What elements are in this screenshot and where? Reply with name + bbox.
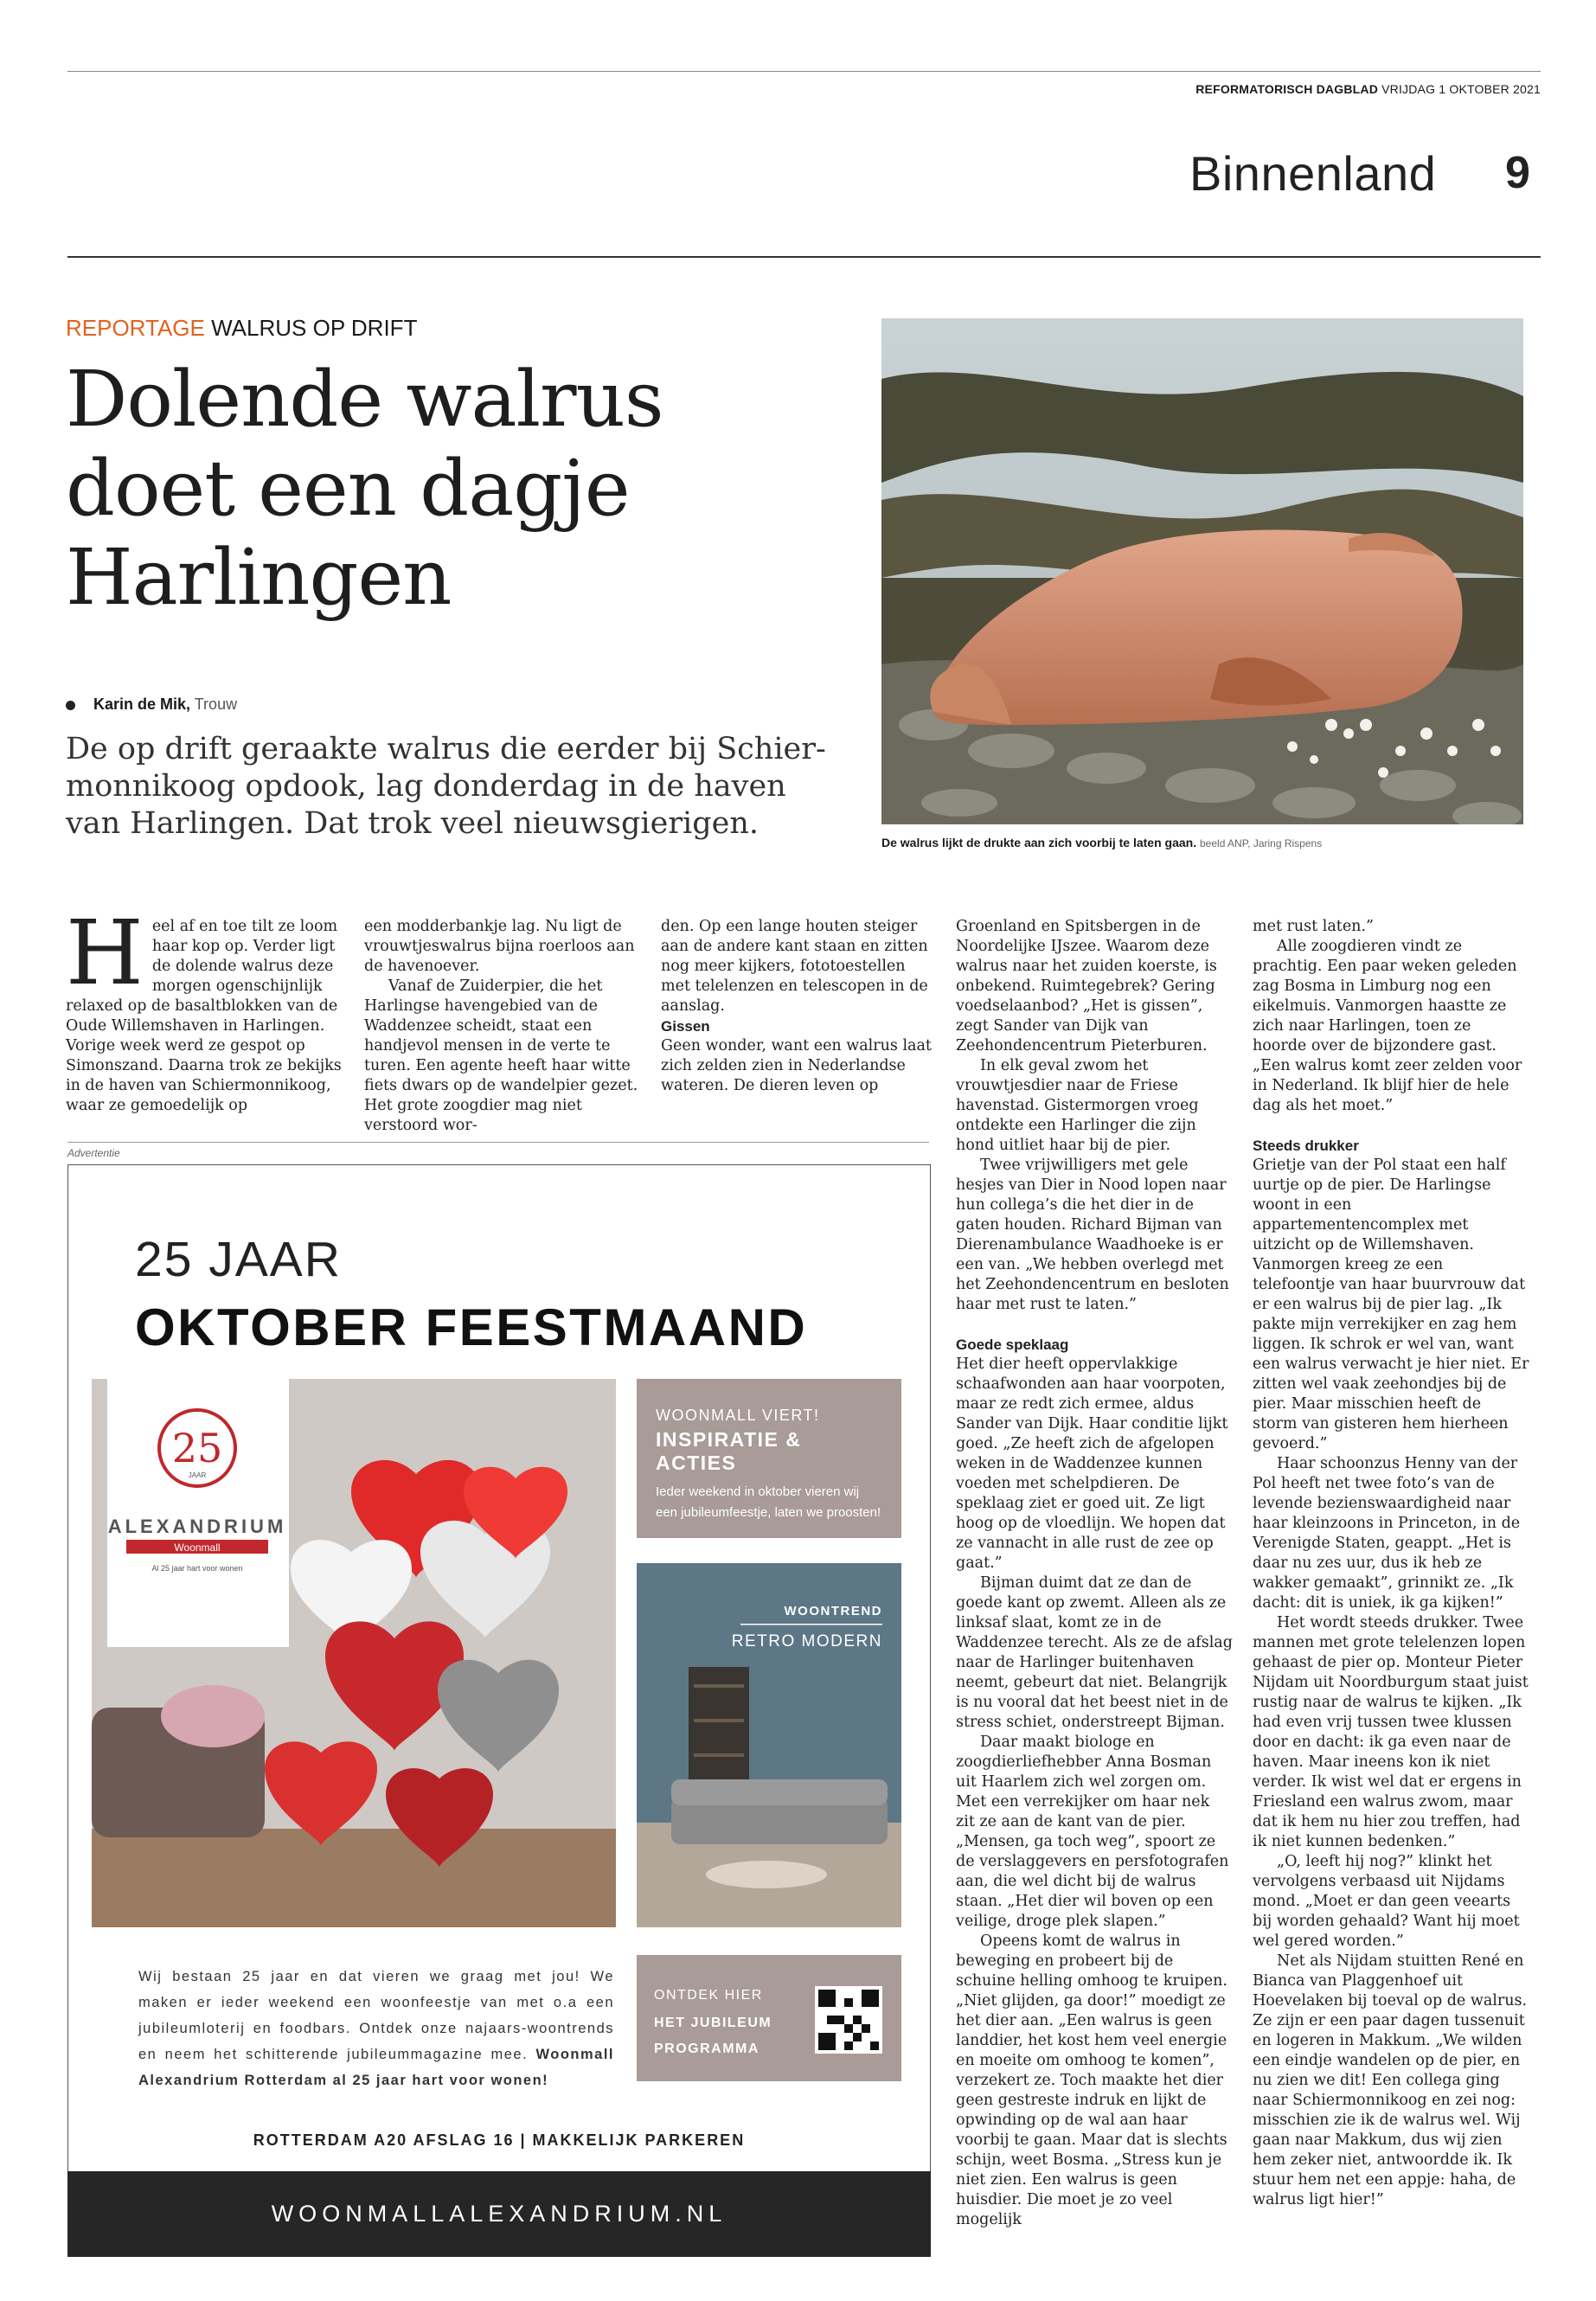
section-title: Binnenland [1189,146,1437,201]
walrus-photo [881,318,1523,824]
article-headline: Dolende walrus doet een dagje Harlingen [66,354,663,622]
article-column-2 [364,917,650,1136]
article-column-3 [661,917,934,1096]
ad-website-link[interactable]: WOONMALLALEXANDRIUM.NL [67,2171,931,2257]
article-kicker [66,315,417,342]
paragraph: Bijman duimt dat ze dan de goede kant op zwemt. Alleen als ze linksaf slaat, komt ze in de Waddenzee terecht. Als ze de afslag naar de Harlinger buitenhaven neemt, gebeurt dat niet. Belangrijk is nu vooral dat het beest niet in de stress schiet, onderstreept Bijman. [956,1574,1233,1731]
paragraph: een modderbankje lag. Nu ligt de vrouwtjeswalrus bijna roerloos aan de havenoever. [364,918,635,975]
paragraph: met rust laten.” [1253,918,1374,935]
byline [66,695,237,714]
kicker-topic: WALRUS OP DRIFT [211,315,418,341]
paragraph: Geen wonder, want een walrus laat zich zelden zien in Nederlandse wateren. De dieren leven op [661,1037,932,1094]
ad-copy-text: Wij bestaan 25 jaar en dat vieren we graag met jou! We maken er ieder weekend een woonfeestje van met o.a een jubileumloterij en foodbars. Ontdek onze najaars-woontrends en neem het schitterende jubileummagazine mee. [138,1969,614,2062]
walrus-illustration [881,318,1523,824]
interior-illustration [637,1563,901,1927]
kicker-label: REPORTAGE [66,315,205,341]
logo-sub: Woonmall [174,1541,221,1554]
balloon-illustration [92,1379,616,1927]
paragraph: Vanaf de Zuiderpier, die het Harlingse havengebied van de Waddenzee scheidt, staat een handjevol mensen in de verte te turen. Een agente heeft haar witte fiets dwars op de wandelpier gezet. Het grote zoogdier mag niet verstoord wor- [364,977,638,1134]
spacer [1253,1116,1529,1136]
page-number: 9 [1505,148,1530,198]
paragraph: eel af en toe tilt ze loom haar kop op. Verder ligt de dolende walrus deze morgen ogenschijnlijk relaxed op de basaltblokken van de Oude Willemshaven in Harlingen. Vorige week werd ze gespot op Simonszand. Daarna trok ze bekijks in de haven van Schiermonnikoog, waar ze gemoedelijk op [66,918,342,1114]
author-name: Karin de Mik, [93,695,191,713]
ad-title-line-1: 25 JAAR [135,1232,342,1287]
qr-code-graphic [818,1990,879,2050]
promo-line-1: WOONMALL VIERT! [656,1407,820,1424]
drop-cap: H [66,901,144,1005]
paragraph: In elk geval zwom het vrouwtjesdier naar de Friese havenstad. Gistermorgen vroeg ontdekte een Harlinger die zijn hond uitliet haar bij de pier. [956,1057,1199,1154]
ad-divider [67,1142,929,1143]
promo-line-2: INSPIRATIE & ACTIES [656,1428,802,1474]
logo-jaar: JAAR [188,1471,207,1479]
ad-interior-photo [637,1563,901,1927]
ad-title-line-2: OKTOBER FEESTMAAND [135,1298,808,1356]
paragraph: den. Op een lange houten steiger aan de andere kant staan en zitten nog meer kijkers, fototoestellen met telelenzen en telescopen in de aanslag. [661,918,928,1015]
logo-number: 25 [171,1425,223,1471]
photo-credit: beeld ANP, Jaring Rispens [1200,837,1323,849]
logo-tagline: Al 25 jaar hart voor wonen [151,1564,243,1573]
author-source: Trouw [194,695,238,713]
paragraph: Het dier heeft oppervlakkige schaafwonden aan haar voorpoten, maar ze redt zich ermee, aldus Sander van Dijk. Haar conditie lijkt goed. „Ze heeft zich de afgelopen weken in de Waddenzee kunnen voeden met schelpdieren. De speklaag ziet er goed uit. Ze ligt hoog op de vloedlijn. We hopen dat ze vannacht in alle rust de zee op gaat.” [956,1356,1228,1572]
paragraph: Groenland en Spitsbergen in de Noordelijke IJszee. Waarom deze walrus naar het zuiden koerste, is onbekend. Ruimtegebrek? Gering voedselaanbod? „Het is gissen”, zegt Sander van Dijk van Zeehondencentrum Pieterburen. [956,918,1217,1054]
article-column-4 [956,917,1233,2230]
paragraph: Opeens komt de walrus in beweging en probeert bij de schuine helling omhoog te kruipen. „Niet glijden, ga door!” moedigt ze het dier aan. „Een walrus is geen landdier, het kost hem veel energie en moeite om omhoog te komen”, verzekert ze. Toch maakte het dier geen gestreste indruk en lijkt de opwinding op de wal aan haar voorbij te gaan. Maar dat is slechts schijn, weet Bosma. „Stress kun je niet zien. Een walrus is geen huisdier. Die moet je zo veel mogelijk [956,1932,1227,2228]
section-rule [67,256,1541,258]
ad-address: ROTTERDAM A20 AFSLAG 16 | MAKKELIJK PARKEREN [253,2131,746,2149]
subheading: Goede speklaag [956,1336,1069,1353]
article-column-5 [1253,917,1529,2210]
paragraph: Haar schoonzus Henny van der Pol heeft net twee foto’s van de levende bezienswaardigheid naar haar kleinzoons in Princeton, in de Verenigde Staten, geappt. „Het is daar nu zes uur, dus ik heb ze wakker gemaakt”, grinnikt ze. „Ik dacht: dit is uniek, ik ga kijken!” [1253,1455,1521,1612]
issue-date: VRIJDAG 1 OKTOBER 2021 [1381,82,1541,96]
ad-promo-box [637,1379,901,1538]
promo-line-3: Ieder weekend in oktober vieren wij een jubileumfeestje, laten we proosten! [656,1484,881,1520]
ad-cta-box[interactable] [637,1955,901,2081]
paragraph: Twee vrijwilligers met gele hesjes van Dier in Nood lopen naar hun collega’s die het dier in de gaten houden. Richard Bijman van Dierenambulance Waadhoeke is er een van. „We hebben overlegd met het Zeehondencentrum en besloten haar met rust te laten.” [956,1157,1229,1313]
ad-balloon-photo [92,1379,616,1927]
article-column-1 [66,901,351,1116]
qr-code-icon[interactable] [815,1986,882,2054]
ad-copy-bold: Woonmall Alexandrium Rotterdam al 25 jaar hart voor wonen! [138,2047,614,2088]
spacer [956,1315,1233,1335]
paragraph: Grietje van der Pol staat een half uurtje op de pier. De Harlingse woont in een appartementencomplex met uitzicht op de Willemshaven. Vanmorgen kreeg ze een telefoontje van haar buurvrouw dat er een walrus bij de pier lag. „Ik pakte mijn verrekijker en zag hem liggen. Ik schrok er wel van, want een walrus verwacht je hier niet. Er zitten wel vaak zeehondjes bij de pier. Maar misschien heeft de storm van gisteren hem hierheen gevoerd.” [1253,1157,1529,1452]
photo-caption [881,836,1539,849]
trend-title: RETRO MODERN [731,1632,882,1650]
trend-label: WOONTREND [784,1604,882,1618]
ad-body-copy [138,1964,614,2093]
caption-text: De walrus lijkt de drukte aan zich voorbij te laten gaan. [881,836,1197,849]
cta-line-2: HET JUBILEUM PROGRAMMA [654,2016,772,2056]
paper-name: REFORMATORISCH DAGBLAD [1195,82,1379,96]
subheading: Steeds drukker [1253,1138,1359,1154]
byline-bullet-icon [66,701,75,710]
ad-label: Advertentie [67,1147,120,1159]
subheading: Gissen [661,1018,710,1035]
masthead-dateline [1195,82,1541,96]
paragraph: Alle zoogdieren vindt ze prachtig. Een paar weken geleden zag Bosma in Limburg nog een eikelmuis. Vanmorgen haastte ze zich naar Harlingen, toen ze hoorde over de bijzondere gast. „Een walrus komt zeer zelden voor in Nederland. Ik blijf hier de hele dag als het moet.” [1253,938,1522,1114]
paragraph: Net als Nijdam stuitten René en Bianca van Plaggenhoef uit Hoevelaken bij toeval op de walrus. Ze zijn er een paar dagen tussenuit en logeren in Makkum. „We wilden een eindje wandelen op de pier, en nu zien we dit! Een collega ging naar Schiermonnikoog en zei nog: misschien zie ik de walrus wel. Wij gaan naar Makkum, dus wij zien hem zeker niet, antwoordde ik. Ik stuur hem net een appje: haha, de walrus ligt hier!” [1253,1952,1528,2208]
logo-name: ALEXANDRIUM [107,1516,287,1537]
paragraph: Het wordt steeds drukker. Twee mannen met grote telelenzen lopen gehaast de pier op. Monteur Pieter Nijdam uit Noordburgum staat juist rustig naar de walrus te kijken. „Ik had even vrij tussen twee klussen door en dacht: ik ga even naar de haven. Maar ineens kon ik niet verder. Ik wist wel dat er ergens in Friesland een walrus zwom, maar dat ik hem nu hier zou treffen, had ik niet kunnen bedenken.” [1253,1614,1529,1850]
paragraph: Daar maakt biologe en zoogdierliefhebber Anna Bosman uit Haarlem zich wel zorgen om. Met een verrekijker om haar nek zit ze aan de kant van de pier. „Mensen, ga toch weg”, spoort ze de verslaggevers en persfotografen aan, die wel dicht bij de walrus staan. „Het dier wil boven op een veilige, droge plek slapen.” [956,1734,1229,1930]
article-intro: De op drift geraakte walrus die eerder bij Schier-monnikoog opdook, lag donderdag in de haven van Harlingen. Dat trok veel nieuwsgierigen. [66,732,826,841]
cta-line-1: ONTDEK HIER [654,1988,763,2003]
top-rule [67,71,1541,72]
paragraph: „O, leeft hij nog?” klinkt het vervolgens verbaasd uit Nijdams mond. „Moet er dan geen veearts bij worden gehaald? Want hij moet wel gered worden.” [1253,1853,1520,1950]
